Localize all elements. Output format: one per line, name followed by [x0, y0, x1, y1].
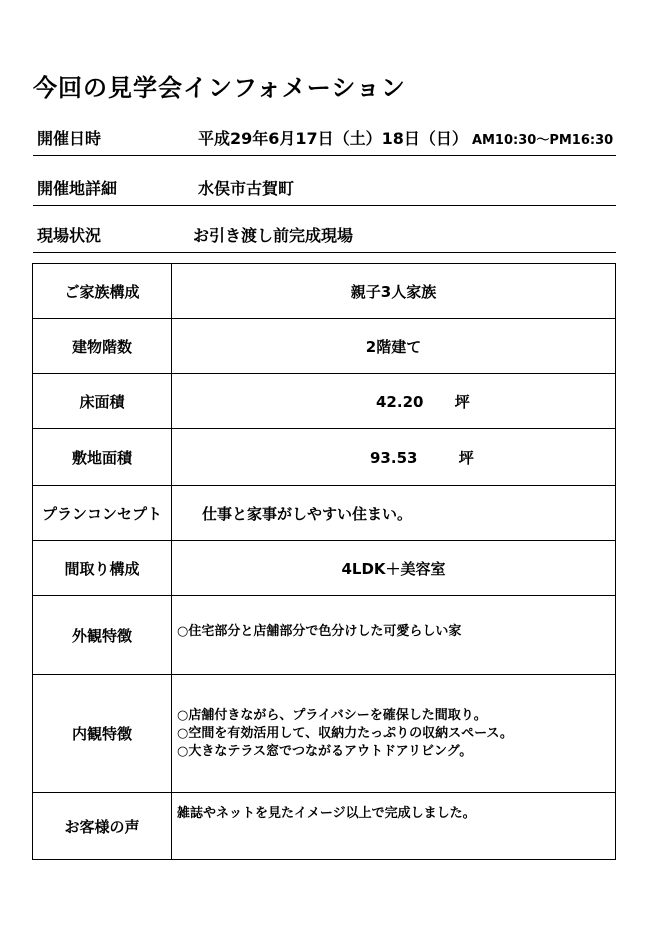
date-value — [198, 126, 613, 149]
table-row — [33, 429, 616, 486]
exterior-value — [172, 596, 616, 675]
date-label: 開催日時 — [37, 129, 102, 148]
layout-value: 4LDK＋美容室 — [172, 541, 616, 596]
status-value: お引き渡し前完成現場 — [193, 226, 354, 245]
table-row — [33, 319, 616, 374]
location-value: 水俣市古賀町 — [198, 179, 295, 198]
concept-label: プランコンセプト — [33, 486, 172, 541]
info-row-status — [33, 215, 616, 253]
voice-text: 雑誌やネットを見たイメージ以上で完成しました。 — [177, 806, 476, 821]
floor-area-unit: 坪 — [454, 392, 470, 411]
time-text: AM10:30～PM16:30 — [471, 133, 614, 148]
site-area-unit: 坪 — [458, 448, 474, 467]
info-row-date — [33, 118, 616, 156]
table-row — [33, 675, 616, 793]
divider — [33, 155, 616, 156]
layout-label: 間取り構成 — [33, 541, 172, 596]
site-area-value — [172, 429, 616, 486]
voice-value — [172, 793, 616, 860]
table-row — [33, 486, 616, 541]
table-row — [33, 264, 616, 319]
floors-value: 2階建て — [172, 319, 616, 374]
table-row — [33, 541, 616, 596]
list-item: ○住宅部分と店舗部分で色分けした可愛らしい家 — [177, 624, 462, 639]
concept-text: 仕事と家事がしやすい住まい。 — [202, 504, 413, 523]
interior-list — [173, 707, 614, 761]
list-item: ○大きなテラス窓でつながるアウトドアリビング。 — [177, 743, 473, 759]
table-row — [33, 793, 616, 860]
divider — [33, 205, 616, 206]
floor-area-value — [172, 374, 616, 429]
list-item: ○店舗付きながら、プライバシーを確保した間取り。 — [177, 707, 487, 723]
concept-value — [172, 486, 616, 541]
interior-value — [172, 675, 616, 793]
exterior-label: 外観特徴 — [33, 596, 172, 675]
table-row — [33, 374, 616, 429]
interior-label: 内観特徴 — [33, 675, 172, 793]
family-value: 親子3人家族 — [172, 264, 616, 319]
floor-area-label: 床面積 — [33, 374, 172, 429]
status-label: 現場状況 — [37, 226, 102, 245]
floor-area-number: 42.20 — [376, 392, 424, 411]
site-area-number: 93.53 — [370, 448, 418, 467]
date-text: 平成29年6月17日（土）18日（日） — [198, 129, 468, 148]
details-table — [32, 263, 616, 860]
list-item: ○空間を有効活用して、収納力たっぷりの収納スペース。 — [177, 725, 513, 741]
page-title: 今回の見学会インフォメーション — [33, 74, 406, 102]
location-label: 開催地詳細 — [37, 179, 118, 198]
exterior-list — [173, 623, 614, 641]
site-area-label: 敷地面積 — [33, 429, 172, 486]
floors-label: 建物階数 — [33, 319, 172, 374]
info-row-location — [33, 168, 616, 206]
family-label: ご家族構成 — [33, 264, 172, 319]
table-row — [33, 596, 616, 675]
divider — [33, 252, 616, 253]
voice-label: お客様の声 — [33, 793, 172, 860]
